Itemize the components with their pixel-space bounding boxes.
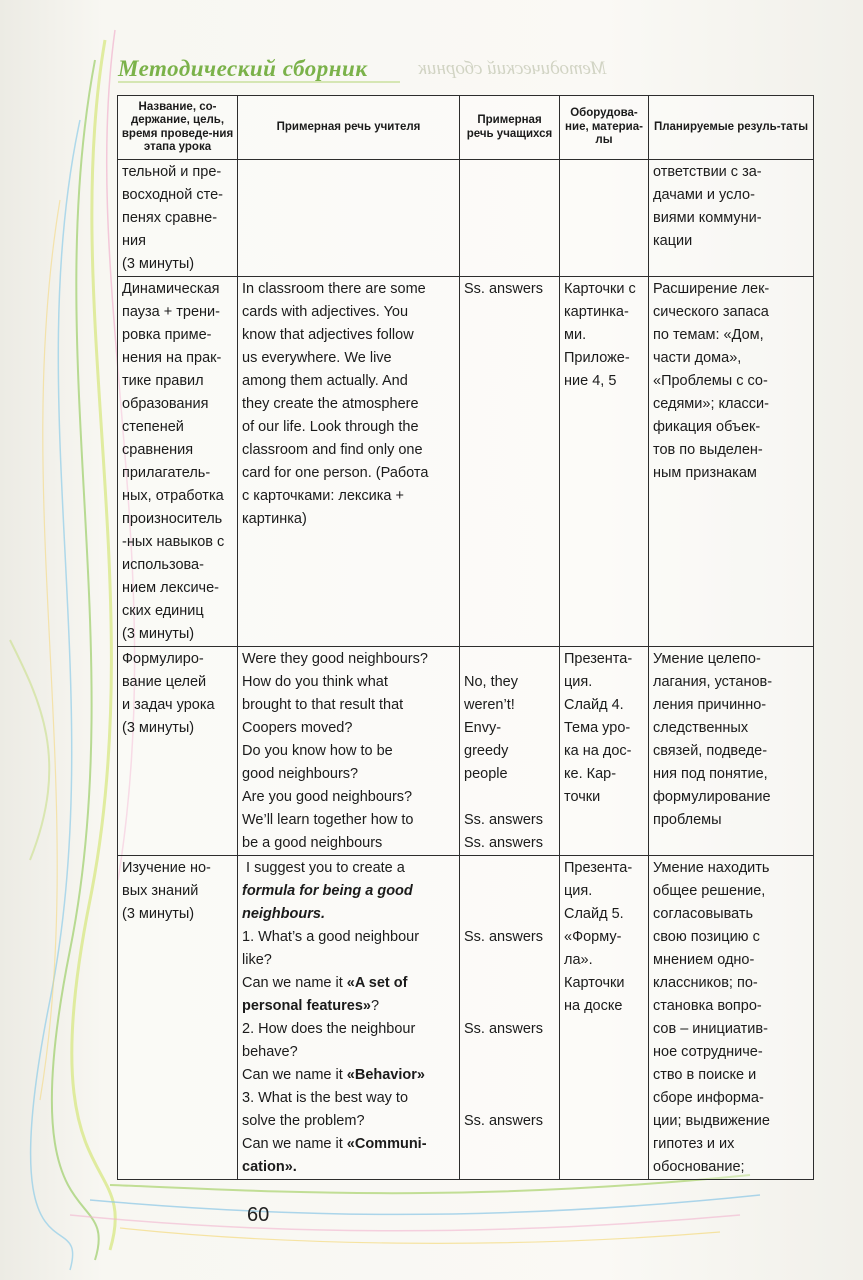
text-line: ным признакам (653, 465, 757, 481)
text-line: ных, отработка (122, 488, 224, 504)
table-row (118, 856, 814, 1180)
text-line: ка на дос- (564, 743, 632, 759)
text-line: be a good neighbours (242, 835, 383, 851)
student-speech-cell (460, 856, 560, 1180)
text-fragment: Can we name it (242, 1136, 347, 1152)
text-line: of our life. Look through the (242, 419, 419, 435)
column-header-stage: Название, со-держание, цель, время проведе-ния этапа урока (118, 96, 238, 160)
text-line: us everywhere. We live (242, 350, 392, 366)
text-fragment: Can we name it (242, 1067, 347, 1083)
text-line: ке. Кар- (564, 766, 617, 782)
text-line: связей, подведе- (653, 743, 768, 759)
text-line: сравнения (122, 442, 194, 458)
text-line: behave? (242, 1044, 298, 1060)
text-line: ция. (564, 883, 593, 899)
text-line: общее решение, (653, 883, 766, 899)
student-speech-cell (460, 160, 560, 277)
text-line: свою позицию с (653, 929, 760, 945)
text-line: greedy (464, 743, 509, 759)
text-line: «Проблемы с со- (653, 373, 768, 389)
text-line: тике правил (122, 373, 204, 389)
text-line: ских единиц (122, 603, 204, 619)
text-line: использова- (122, 557, 204, 573)
text-line (242, 995, 455, 1018)
text-line: card for one person. (Работа (242, 465, 429, 481)
text-line: ния под понятие, (653, 766, 768, 782)
table-row (118, 647, 814, 856)
text-line: We’ll learn together how to (242, 812, 414, 828)
stage-cell (118, 647, 238, 856)
table-row (118, 160, 814, 277)
spacer (464, 995, 555, 1018)
term-text: «A set of (346, 975, 408, 991)
spacer (464, 1041, 555, 1064)
text-line: In classroom there are some (242, 281, 426, 297)
column-header-teacher-speech: Примерная речь учителя (238, 96, 460, 160)
text-line: седями»; класси- (653, 396, 769, 412)
text-line: картинка- (564, 304, 629, 320)
text-line: Ss. answers (464, 281, 543, 297)
teacher-speech-cell (238, 856, 460, 1180)
equipment-cell (560, 277, 649, 647)
text-line: ция. (564, 674, 593, 690)
text-line: следственных (653, 720, 749, 736)
text-line: know that adjectives follow (242, 327, 414, 343)
text-line: solve the problem? (242, 1113, 365, 1129)
text-line: How do you think what (242, 674, 388, 690)
term-text: «Behavior» (346, 1067, 425, 1083)
stage-cell (118, 856, 238, 1180)
text-line: ла». (564, 952, 593, 968)
text-line: ции; выдвижение (653, 1113, 770, 1129)
text-line: гипотез и их (653, 1136, 735, 1152)
text-line: Do you know how to be (242, 743, 393, 759)
text-line: ное сотрудниче- (653, 1044, 763, 1060)
text-line: становка вопро- (653, 998, 762, 1014)
text-line: (3 минуты) (122, 906, 195, 922)
text-line: Слайд 4. (564, 697, 624, 713)
header-title: Методический сборник (118, 56, 368, 81)
text-line: weren’t! (464, 697, 515, 713)
text-line: сов – инициатив- (653, 1021, 768, 1037)
stage-cell (118, 277, 238, 647)
text-line: классников; по- (653, 975, 758, 991)
text-line: Карточки (564, 975, 625, 991)
text-line: Расширение лек- (653, 281, 770, 297)
text-line: тельной и пре- (122, 164, 222, 180)
text-line: ние 4, 5 (564, 373, 617, 389)
lesson-plan-table (117, 95, 814, 1180)
results-cell (649, 160, 814, 277)
teacher-speech-cell (238, 160, 460, 277)
column-header-results: Планируемые резуль-таты (649, 96, 814, 160)
text-line: кации (653, 233, 693, 249)
text-line: «Форму- (564, 929, 622, 945)
text-line: Презента- (564, 651, 633, 667)
text-line: 3. What is the best way to (242, 1090, 409, 1106)
page-number: 60 (247, 1204, 270, 1226)
spacer (464, 880, 555, 903)
text-line: Умение находить (653, 860, 770, 876)
text-line: Ss. answers (464, 835, 543, 851)
text-line: Приложе- (564, 350, 630, 366)
text-line: восходной сте- (122, 187, 223, 203)
text-line: сического запаса (653, 304, 769, 320)
text-line: (3 минуты) (122, 720, 195, 736)
text-line (242, 1064, 455, 1087)
text-line: -ных навыков с (122, 534, 225, 550)
text-line: лагания, установ- (653, 674, 773, 690)
text-line: ство в поиске и (653, 1067, 757, 1083)
text-line: Are you good neighbours? (242, 789, 413, 805)
text-line: classroom and find only one (242, 442, 423, 458)
text-line: фикация объек- (653, 419, 761, 435)
text-line: Слайд 5. (564, 906, 624, 922)
text-line: Envy- (464, 720, 502, 736)
student-speech-cell (460, 277, 560, 647)
spacer (464, 857, 555, 880)
text-line: виями коммуни- (653, 210, 762, 226)
text-line: сборе информа- (653, 1090, 764, 1106)
text-line: ответствии с за- (653, 164, 762, 180)
spacer (464, 648, 555, 671)
text-line: Динамическая (122, 281, 220, 297)
spacer (464, 786, 555, 809)
text-line: вых знаний (122, 883, 199, 899)
spacer (464, 903, 555, 926)
text-line: тов по выделен- (653, 442, 763, 458)
text-line: Презента- (564, 860, 633, 876)
text-line: like? (242, 952, 272, 968)
text-line: Coopers moved? (242, 720, 353, 736)
teacher-speech-cell (238, 277, 460, 647)
equipment-cell (560, 160, 649, 277)
text-line: ления причинно- (653, 697, 767, 713)
text-line: cards with adjectives. You (242, 304, 409, 320)
text-line: ровка приме- (122, 327, 212, 343)
text-line: картинка) (242, 511, 307, 527)
spacer (464, 1087, 555, 1110)
text-line: good neighbours? (242, 766, 359, 782)
column-header-equipment: Оборудова-ние, материа-лы (560, 96, 649, 160)
text-line: с карточками: лексика + (242, 488, 404, 504)
equipment-cell (560, 856, 649, 1180)
text-line: Ss. answers (464, 812, 543, 828)
spacer (464, 949, 555, 972)
text-line: 1. What’s a good neighbour (242, 929, 420, 945)
text-line: мнением одно- (653, 952, 755, 968)
stage-cell (118, 160, 238, 277)
text-line: нения на прак- (122, 350, 222, 366)
header-title-bleedthrough: Методический сборник (418, 58, 607, 79)
text-line: пенях сравне- (122, 210, 218, 226)
text-line: Ss. answers (464, 1113, 543, 1129)
text-line: дачами и усло- (653, 187, 755, 203)
text-line: ния (122, 233, 146, 249)
text-line: people (464, 766, 508, 782)
text-line: (3 минуты) (122, 626, 195, 642)
text-line: ми. (564, 327, 587, 343)
text-line: among them actually. And (242, 373, 408, 389)
text-line: Изучение но- (122, 860, 211, 876)
text-line: Формулиро- (122, 651, 204, 667)
text-line: произноситель (122, 511, 223, 527)
text-line (242, 1133, 455, 1156)
text-line: Тема уро- (564, 720, 631, 736)
text-line: (3 минуты) (122, 256, 195, 272)
text-line: Ss. answers (464, 929, 543, 945)
text-line: согласовывать (653, 906, 754, 922)
results-cell (649, 856, 814, 1180)
term-text: personal features» (242, 998, 371, 1014)
text-fragment: ? (370, 998, 380, 1014)
text-line: I suggest you to create a (242, 860, 405, 876)
table-header-row (118, 96, 814, 160)
text-line: нием лексиче- (122, 580, 219, 596)
column-header-student-speech: Примерная речь учащихся (460, 96, 560, 160)
text-line: Умение целепо- (653, 651, 761, 667)
term-text: «Communi- (346, 1136, 427, 1152)
text-line: формулирование (653, 789, 771, 805)
text-line: точки (564, 789, 601, 805)
text-line (242, 972, 455, 995)
text-line: they create the atmosphere (242, 396, 419, 412)
text-line: вание целей (122, 674, 207, 690)
text-line: образования (122, 396, 209, 412)
term-text: cation». (242, 1159, 297, 1175)
text-line: части дома», (653, 350, 742, 366)
text-line: Were they good neighbours? (242, 651, 428, 667)
text-line: и задач урока (122, 697, 215, 713)
formula-text: formula for being a good (242, 883, 413, 899)
text-line: на доске (564, 998, 623, 1014)
text-line: Карточки с (564, 281, 636, 297)
formula-text: neighbours. (242, 906, 325, 922)
text-line: Ss. answers (464, 1021, 543, 1037)
text-line: прилагатель- (122, 465, 211, 481)
text-line: по темам: «Дом, (653, 327, 764, 343)
text-line: степеней (122, 419, 184, 435)
text-line: No, they (464, 674, 518, 690)
spacer (464, 1064, 555, 1087)
equipment-cell (560, 647, 649, 856)
teacher-speech-cell (238, 647, 460, 856)
student-speech-cell (460, 647, 560, 856)
text-line: 2. How does the neighbour (242, 1021, 416, 1037)
table-row (118, 277, 814, 647)
spacer (464, 972, 555, 995)
results-cell (649, 277, 814, 647)
text-line: обоснование; (653, 1159, 745, 1175)
text-line: проблемы (653, 812, 722, 828)
results-cell (649, 647, 814, 856)
text-fragment: Can we name it (242, 975, 347, 991)
text-line: пауза + трени- (122, 304, 220, 320)
text-line: brought to that result that (242, 697, 404, 713)
